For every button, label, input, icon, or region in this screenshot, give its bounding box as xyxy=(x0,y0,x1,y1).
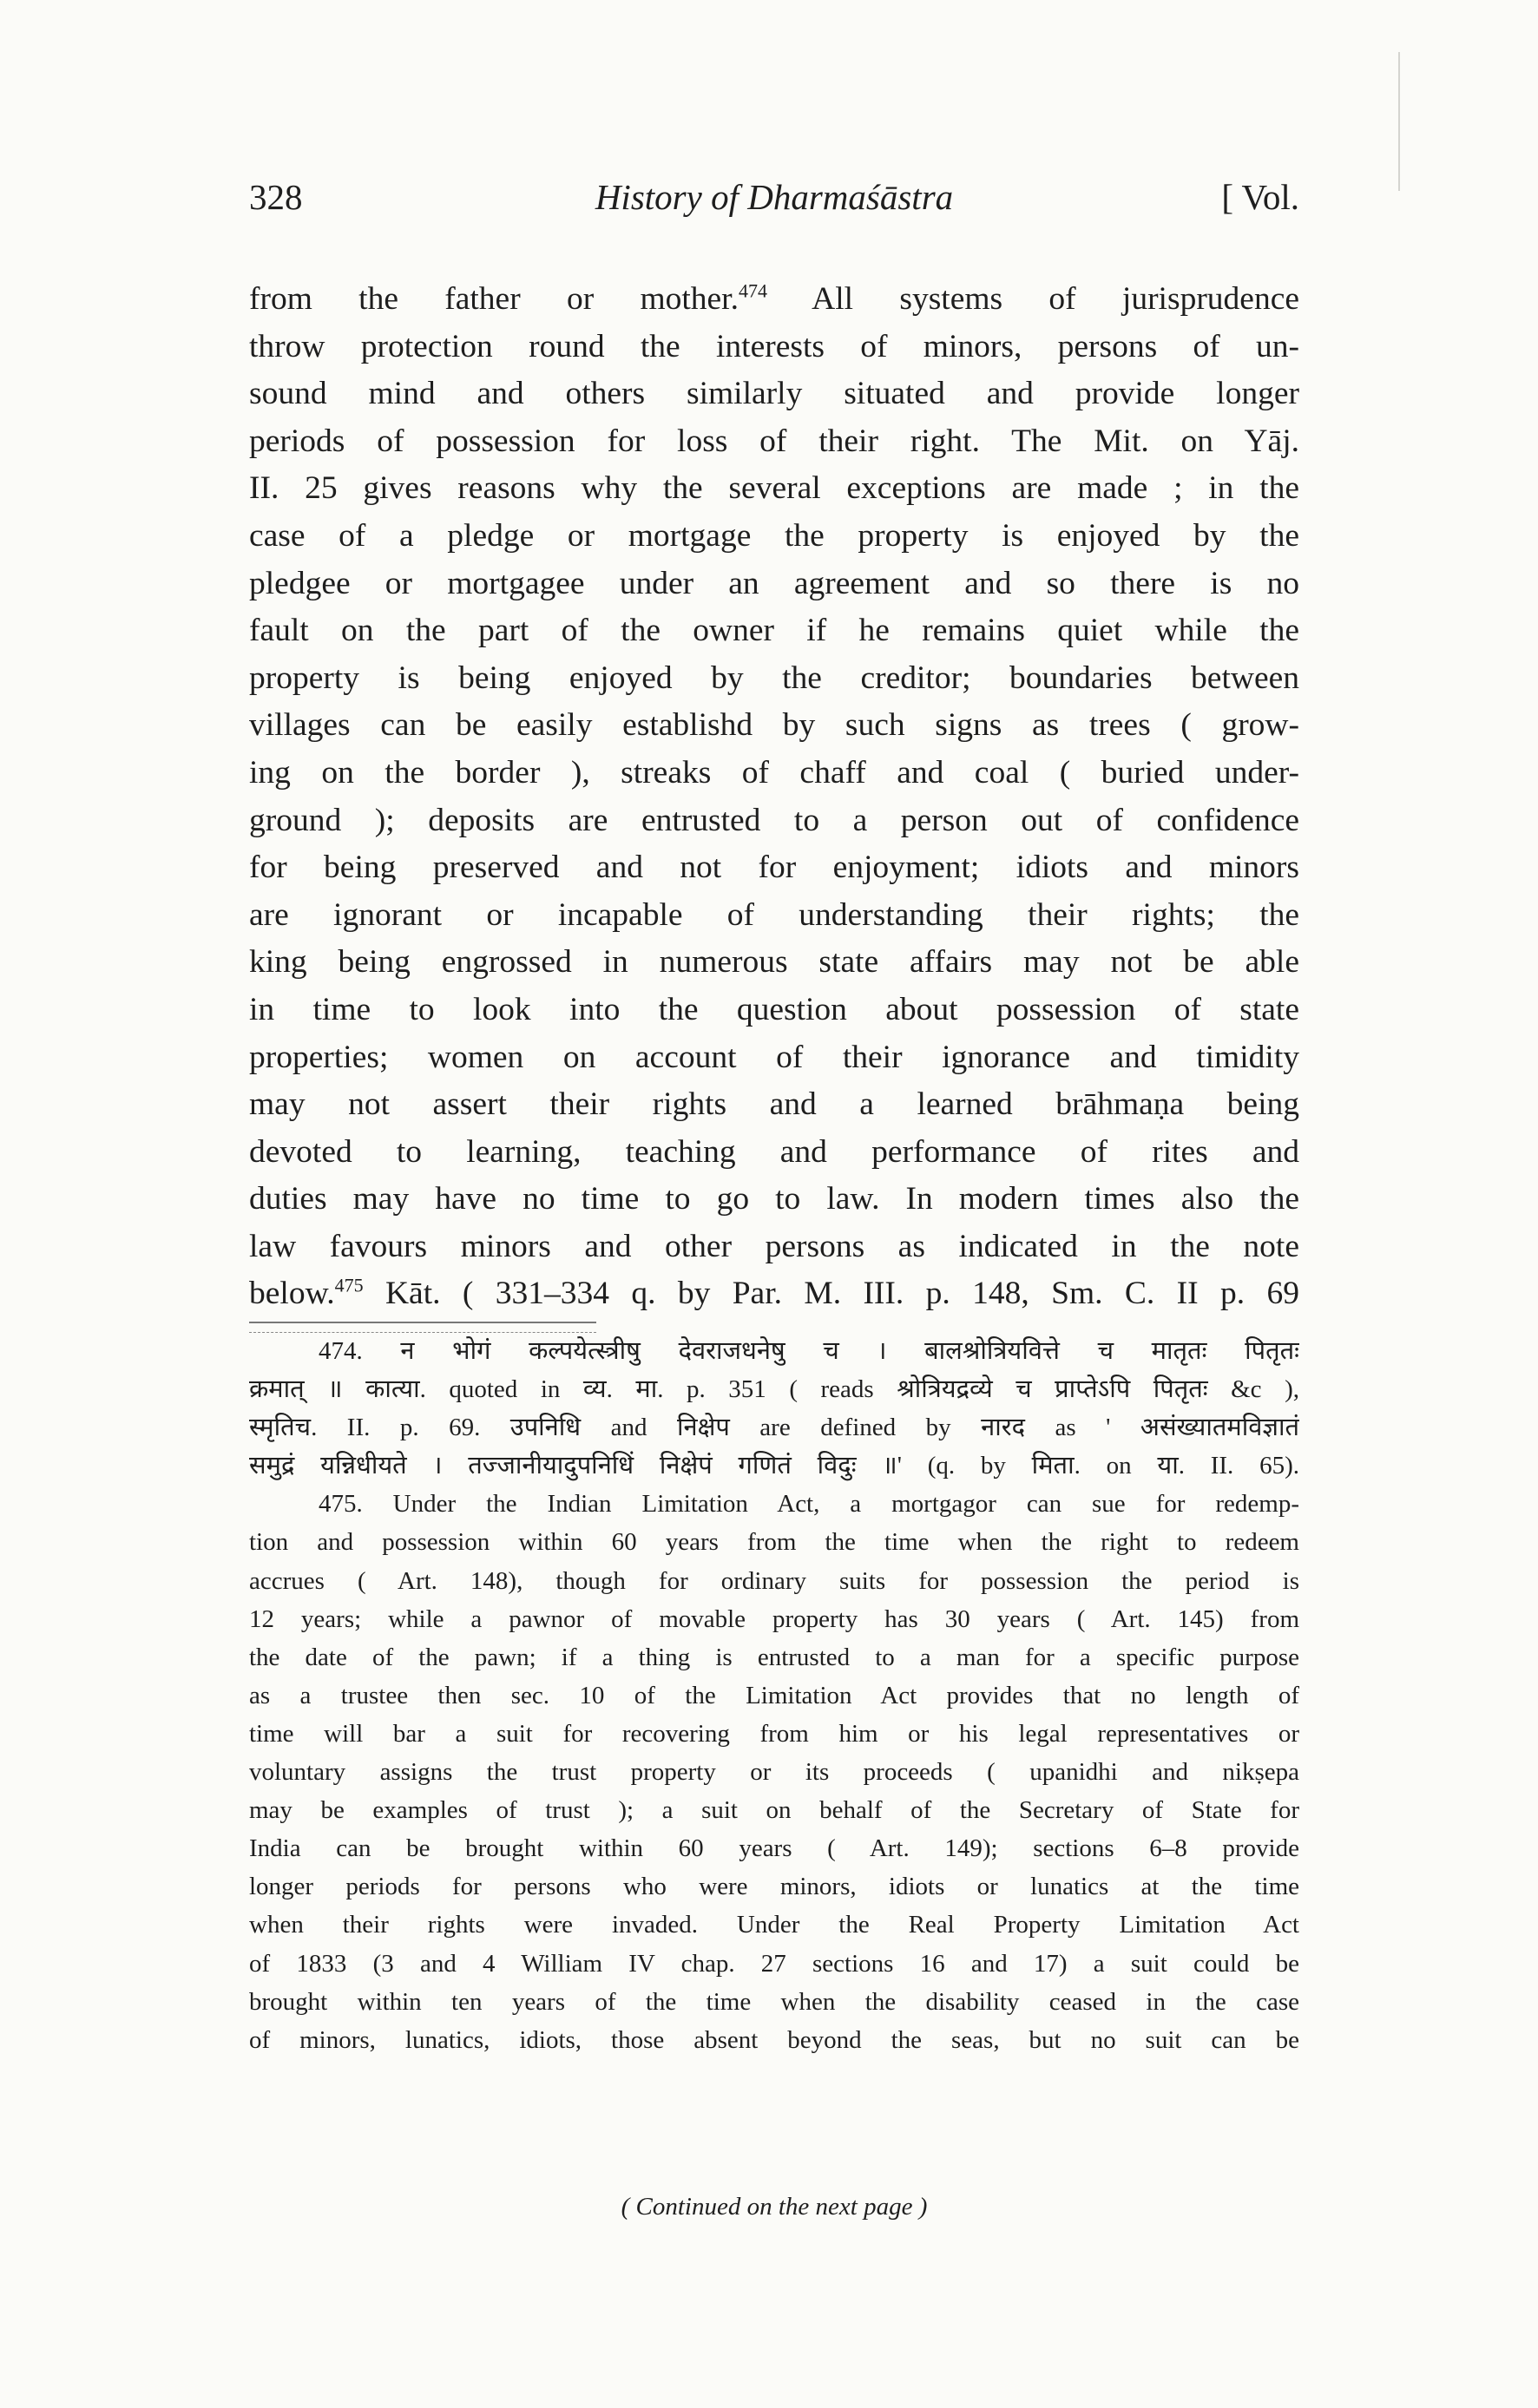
footnote-line: क्रमात् ॥ कात्या. quoted in व्य. मा. p. 351 ( reads श्रोत्रियद्रव्ये च प्राप्तेऽपि पितृतः &c ), xyxy=(249,1375,1299,1404)
body-line xyxy=(249,324,1299,371)
footnote-line: the date of the pawn; if a thing is entrusted to a man for a specific purpose xyxy=(249,1643,1299,1671)
body-line xyxy=(249,1224,1299,1271)
line-text: properties; women on account of their ignorance and timidity xyxy=(249,1039,1299,1075)
line-text: throw protection round the interests of minors, persons of un- xyxy=(249,328,1299,364)
body-line xyxy=(249,750,1299,797)
footnote-line: accrues ( Art. 148), though for ordinary suits for possession the period is xyxy=(249,1566,1299,1595)
footnotes xyxy=(249,1332,1299,2059)
body-line xyxy=(249,1176,1299,1224)
body-line xyxy=(249,607,1299,655)
body-line xyxy=(249,276,1299,324)
footnote-ref: 474 xyxy=(738,279,767,302)
line-text: II. 25 gives reasons why the several exceptions are made ; in the xyxy=(249,470,1299,507)
footnote-line: स्मृतिच. II. p. 69. उपनिधि and निक्षेप are defined by नारद as ' असंख्यातमविज्ञातं xyxy=(249,1414,1299,1442)
line-text: for being preserved and not for enjoyment; idiots and minors xyxy=(249,850,1299,886)
line-text: from the father or mother. xyxy=(249,281,739,317)
footnote-line: longer periods for persons who were minors, idiots or lunatics at the time xyxy=(249,1873,1299,1901)
body-line xyxy=(249,892,1299,940)
body-line xyxy=(249,561,1299,608)
body-text xyxy=(249,276,1299,1318)
line-text: sound mind and others similarly situated and provide longer xyxy=(249,376,1299,412)
footnote-line: tion and possession within 60 years from the time when the right to redeem xyxy=(249,1528,1299,1557)
line-text: in time to look into the question about possession of state xyxy=(249,991,1299,1027)
continued-note: ( Continued on the next page ) xyxy=(621,2193,928,2221)
margin-mark xyxy=(1398,52,1400,191)
footnote-line: 12 years; while a pawnor of movable property has 30 years ( Art. 145) from xyxy=(249,1604,1299,1633)
body-line xyxy=(249,702,1299,750)
line-text: are ignorant or incapable of understanding their rights; the xyxy=(249,896,1299,933)
line-text: ground ); deposits are entrusted to a person out of confidence xyxy=(249,802,1299,838)
footnote-ref: 475 xyxy=(334,1274,364,1296)
line-text: case of a pledge or mortgage the property is enjoyed by the xyxy=(249,517,1299,554)
line-text: pledgee or mortgagee under an agreement and so there is no xyxy=(249,565,1299,601)
page-header xyxy=(249,176,1299,228)
body-line xyxy=(249,418,1299,466)
footnote-line: time will bar a suit for recovering from him or his legal representatives or xyxy=(249,1719,1299,1748)
body-line xyxy=(249,1081,1299,1129)
page-number: 328 xyxy=(249,177,303,217)
line-text: may not assert their rights and a learned brāhmaṇa being xyxy=(249,1086,1299,1123)
line-text: king being engrossed in numerous state affairs may not be able xyxy=(249,944,1299,981)
footnote-line: 475. Under the Indian Limitation Act, a mortgagor can sue for redemp- xyxy=(319,1490,1299,1519)
body-line xyxy=(249,987,1299,1034)
footnote-line: 474. न भोगं कल्पयेत्स्त्रीषु देवराजधनेषु च । बालश्रोत्रियवित्ते च मातृतः पितृतः xyxy=(319,1337,1299,1365)
line-text: devoted to learning, teaching and performance of rites and xyxy=(249,1133,1299,1170)
line-text: ing on the border ), streaks of chaff and coal ( buried under- xyxy=(249,754,1299,791)
line-text: property is being enjoyed by the creditor; boundaries between xyxy=(249,659,1299,696)
footnote-line: voluntary assigns the trust property or its proceeds ( upanidhi and nikṣepa xyxy=(249,1758,1299,1787)
volume-label: [ Vol. xyxy=(1221,177,1299,217)
footnote-line: brought within ten years of the time when the disability ceased in the case xyxy=(249,1987,1299,2016)
running-title: History of Dharmaśāstra xyxy=(595,177,954,217)
body-line xyxy=(249,465,1299,513)
footnote-line: of 1833 (3 and 4 William IV chap. 27 sections 16 and 17) a suit could be xyxy=(249,1949,1299,1978)
body-line xyxy=(249,655,1299,703)
line-text: below. xyxy=(249,1276,335,1312)
body-line xyxy=(249,1270,1299,1318)
line-text: Kāt. ( 331–334 q. by Par. M. III. p. 148, Sm. C. II p. 69 xyxy=(363,1276,1299,1312)
body-line xyxy=(249,371,1299,418)
body-line xyxy=(249,939,1299,987)
body-line xyxy=(249,1129,1299,1177)
line-text: villages can be easily establishd by such signs as trees ( grow- xyxy=(249,707,1299,744)
body-line xyxy=(249,513,1299,561)
line-text: All systems of jurisprudence xyxy=(766,281,1299,317)
footnote-line: समुद्रं यन्निधीयते । तज्जानीयादुपनिधिं निक्षेपं गणितं विदुः ॥' (q. by मिता. on या. II. 65). xyxy=(249,1452,1299,1480)
footnote-line: when their rights were invaded. Under the Real Property Limitation Act xyxy=(249,1911,1299,1939)
body-line xyxy=(249,844,1299,892)
footnote-line: as a trustee then sec. 10 of the Limitation Act provides that no length of xyxy=(249,1681,1299,1709)
body-line xyxy=(249,797,1299,845)
line-text: duties may have no time to go to law. In modern times also the xyxy=(249,1181,1299,1217)
line-text: periods of possession for loss of their right. The Mit. on Yāj. xyxy=(249,423,1299,459)
line-text: fault on the part of the owner if he remains quiet while the xyxy=(249,613,1299,649)
footnote-line: of minors, lunatics, idiots, those absent beyond the seas, but no suit can be xyxy=(249,2025,1299,2054)
footnote-line: may be examples of trust ); a suit on behalf of the Secretary of State for xyxy=(249,1796,1299,1825)
line-text: law favours minors and other persons as indicated in the note xyxy=(249,1228,1299,1264)
footnote-line: India can be brought within 60 years ( Art. 149); sections 6–8 provide xyxy=(249,1834,1299,1863)
body-line xyxy=(249,1034,1299,1082)
